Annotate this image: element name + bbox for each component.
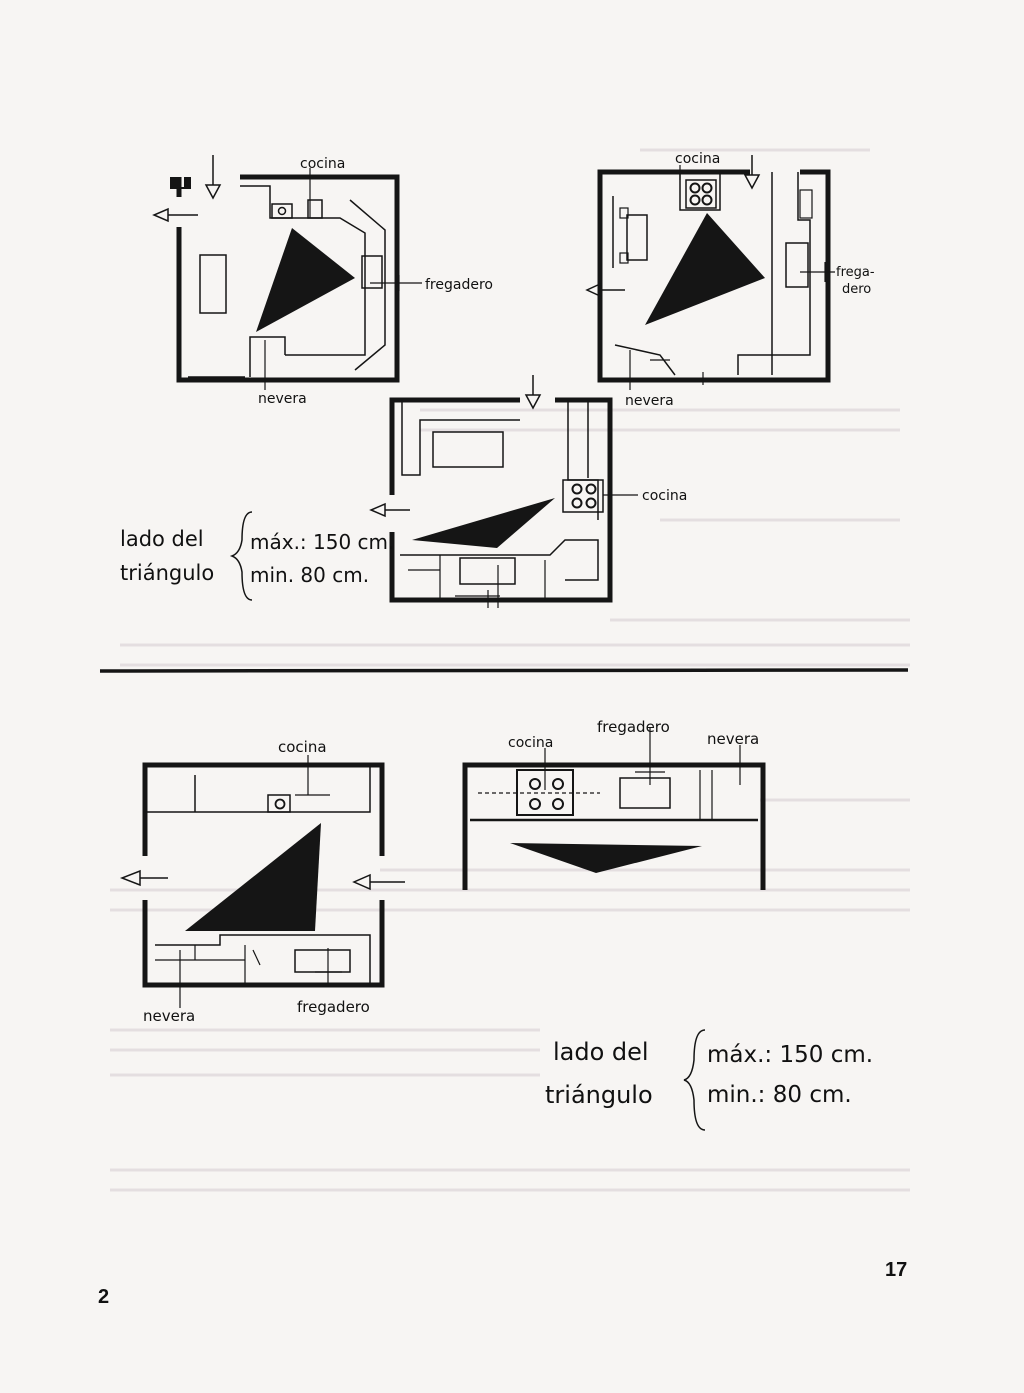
- legend-bottom-min: min.: 80 cm.: [707, 1082, 852, 1108]
- plan-top-left: [154, 155, 422, 390]
- legend-bottom-max: máx.: 150 cm.: [707, 1042, 874, 1068]
- legend-top: [120, 512, 394, 600]
- plan-top-right: [587, 155, 835, 390]
- label-fregadero-4: fregadero: [597, 718, 670, 736]
- legend-bottom-side-line2: triángulo: [545, 1081, 653, 1109]
- label-cocina-4: cocina: [278, 738, 327, 756]
- page-number-right: 17: [885, 1259, 908, 1281]
- plan-bottom-left: [122, 755, 405, 1008]
- label-fregadero-2a: frega-: [836, 265, 875, 280]
- label-nevera-2: nevera: [625, 393, 674, 409]
- section-divider: [100, 670, 908, 671]
- plan-bottom-right: [465, 728, 763, 890]
- label-fregadero-3: fregadero: [297, 998, 370, 1016]
- page-number-left: 2: [98, 1286, 110, 1308]
- legend-top-max: máx.: 150 cm.: [250, 530, 395, 554]
- label-fregadero-2b: dero: [842, 282, 872, 297]
- label-fregadero: fregadero: [425, 277, 493, 293]
- label-nevera: nevera: [258, 391, 307, 407]
- legend-top-min: min. 80 cm.: [250, 563, 370, 587]
- label-nevera-3: nevera: [143, 1007, 196, 1025]
- label-cocina-2: cocina: [675, 151, 721, 167]
- label-cocina: cocina: [300, 156, 346, 172]
- legend-top-side-line1: lado del: [120, 527, 204, 551]
- label-nevera-4: nevera: [707, 730, 760, 748]
- legend-top-side-line2: triángulo: [120, 561, 215, 585]
- label-cocina-3: cocina: [642, 488, 688, 504]
- legend-bottom-side-line1: lado del: [553, 1038, 649, 1066]
- label-cocina-5: cocina: [508, 735, 554, 751]
- legend-bottom: [545, 1030, 873, 1130]
